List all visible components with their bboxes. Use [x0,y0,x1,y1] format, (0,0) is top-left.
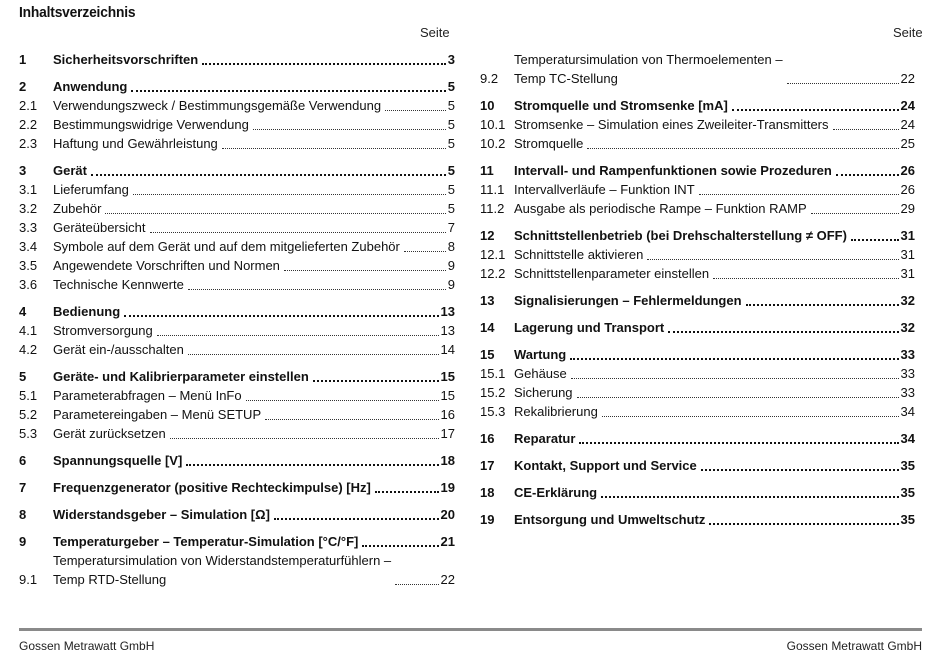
toc-chapter-entry[interactable] [19,302,455,321]
toc-entry-page-number: 7 [447,220,455,235]
toc-entry-number: 12 [480,228,495,243]
toc-entry-title: Temperatursimulation von Thermoelementen – Temp TC-Stellung [514,52,783,86]
toc-entry-page-number: 22 [900,71,915,86]
toc-section-entry[interactable] [19,115,455,134]
dot-leader [699,194,899,195]
toc-entry-page-number: 35 [900,485,915,500]
toc-chapter-entry[interactable] [19,161,455,180]
toc-entry-page-number: 24 [900,98,915,113]
toc-entry-title: Stromsenke – Simulation eines Zweileiter-Transmitters [514,117,829,132]
toc-entry-number: 4.2 [19,342,38,357]
toc-entry-title: Gerät ein-/ausschalten [53,342,184,357]
dot-leader [91,174,446,176]
toc-entry-number: 2.3 [19,136,38,151]
dot-leader [577,397,899,398]
toc-entry-page-number: 32 [900,293,915,308]
toc-entry-title: Technische Kennwerte [53,277,184,292]
toc-entry-page-number: 5 [447,182,455,197]
toc-entry-page-number: 16 [440,407,455,422]
toc-entry-page-number: 15 [440,388,455,403]
dot-leader [265,419,438,420]
dot-leader [362,545,438,547]
toc-section-entry[interactable] [19,256,455,275]
toc-entry-title: Sicherheitsvorschriften [53,52,199,67]
toc-entry-title: Stromversorgung [53,323,153,338]
toc-section-entry[interactable] [19,134,455,153]
toc-entry-number: 5.2 [19,407,38,422]
toc-entry-page-number: 5 [447,163,455,178]
toc-entry-title: Bestimmungswidrige Verwendung [53,117,249,132]
toc-entry-page-number: 32 [900,320,915,335]
toc-entry-title: Angewendete Vorschriften und Normen [53,258,280,273]
toc-section-entry[interactable] [480,364,915,383]
toc-entry-page-number: 5 [447,98,455,113]
toc-entry-number: 2.1 [19,98,38,113]
toc-entry-title: Gerät zurücksetzen [53,426,166,441]
toc-entry-page-number: 5 [447,79,455,94]
toc-entry-page-number: 35 [900,458,915,473]
dot-leader [131,90,445,92]
toc-entry-title: Schnittstelle aktivieren [514,247,644,262]
toc-entry-number: 11.2 [480,201,505,216]
toc-entry-number: 1 [19,52,27,67]
toc-entry-number: 9.2 [480,71,499,86]
toc-entry-title: Anwendung [53,79,128,94]
toc-entry-number: 3.5 [19,258,38,273]
toc-entry-title: Reparatur [514,431,576,446]
dot-leader [602,416,899,417]
toc-entry-title: Signalisierungen – Fehlermeldungen [514,293,742,308]
dot-leader [157,335,439,336]
toc-entry-number: 5.3 [19,426,38,441]
toc-entry-title: Ausgabe als periodische Rampe – Funktion RAMP [514,201,807,216]
toc-entry-page-number: 18 [440,453,455,468]
toc-entry-title: Rekalibrierung [514,404,598,419]
footer-publisher-right: Gossen Metrawatt GmbH [786,639,922,653]
toc-chapter-entry[interactable] [19,478,455,497]
toc-entry-number: 10.1 [480,117,506,132]
toc-entry-page-number: 31 [900,247,915,262]
toc-entry-number: 3 [19,163,27,178]
toc-entry-number: 10 [480,98,495,113]
dot-leader [375,491,439,493]
toc-entry-page-number: 5 [447,201,455,216]
dot-leader [246,400,439,401]
toc-entry-title: Temperatursimulation von Widerstandstemperaturfühlern – Temp RTD-Stellung [53,553,392,587]
dot-leader [836,174,899,176]
toc-entry-number: 13 [480,293,495,308]
dot-leader [186,464,438,466]
toc-chapter-entry[interactable] [19,367,455,386]
toc-entry-page-number: 34 [900,431,915,446]
toc-entry-number: 16 [480,431,495,446]
toc-section-entry[interactable] [19,218,455,237]
page-title: Inhaltsverzeichnis [19,4,136,21]
dot-leader [274,518,439,520]
dot-leader [385,110,446,111]
dot-leader [787,83,899,84]
dot-leader [570,358,898,360]
toc-entry-page-number: 24 [900,117,915,132]
toc-chapter-entry[interactable] [480,510,915,529]
toc-chapter-entry[interactable] [480,161,915,180]
toc-entry-page-number: 5 [447,117,455,132]
toc-section-entry[interactable] [480,199,915,218]
toc-entry-number: 3.6 [19,277,38,292]
toc-entry-page-number: 5 [447,136,455,151]
toc-entry-page-number: 13 [440,323,455,338]
toc-entry-page-number: 15 [440,369,455,384]
toc-right-column [480,50,915,529]
toc-entry-page-number: 26 [900,182,915,197]
toc-section-entry[interactable] [19,96,455,115]
toc-entry-title: Zubehör [53,201,102,216]
toc-chapter-entry[interactable] [480,96,915,115]
toc-entry-page-number: 13 [440,304,455,319]
toc-entry-number: 4 [19,304,27,319]
dot-leader [253,129,446,130]
dot-leader [105,213,445,214]
toc-entry-title: Kontakt, Support und Service [514,458,697,473]
toc-section-entry[interactable] [480,115,915,134]
dot-leader [284,270,446,271]
toc-entry-page-number: 19 [440,480,455,495]
toc-entry-page-number: 33 [900,385,915,400]
toc-entry-page-number: 20 [440,507,455,522]
toc-chapter-entry[interactable] [480,483,915,502]
dot-leader [579,442,898,444]
toc-entry-number: 3.1 [19,182,38,197]
toc-chapter-entry[interactable] [480,429,915,448]
toc-section-entry[interactable] [19,551,455,589]
toc-entry-number: 3.2 [19,201,38,216]
toc-section-entry[interactable] [480,50,915,88]
toc-entry-page-number: 8 [447,239,455,254]
toc-entry-title: Sicherung [514,385,573,400]
toc-entry-title: Lagerung und Transport [514,320,665,335]
toc-entry-title: Lieferumfang [53,182,129,197]
toc-entry-title: Stromquelle [514,136,584,151]
toc-section-entry[interactable] [480,134,915,153]
toc-entry-title: Entsorgung und Umweltschutz [514,512,706,527]
toc-entry-number: 10.2 [480,136,506,151]
toc-entry-title: Frequenzgenerator (positive Rechteckimpulse) [Hz] [53,480,371,495]
dot-leader [601,496,898,498]
toc-section-entry[interactable] [19,424,455,443]
dot-leader [202,63,446,65]
toc-section-entry[interactable] [480,383,915,402]
toc-entry-page-number: 31 [900,228,915,243]
toc-section-entry[interactable] [19,340,455,359]
toc-chapter-entry[interactable] [19,505,455,524]
toc-entry-number: 11.1 [480,182,505,197]
toc-chapter-entry[interactable] [480,226,915,245]
toc-chapter-entry[interactable] [480,456,915,475]
toc-section-entry[interactable] [19,237,455,256]
dot-leader [746,304,899,306]
toc-section-entry[interactable] [19,180,455,199]
toc-entry-page-number: 9 [447,258,455,273]
toc-entry-title: Temperaturgeber – Temperatur-Simulation [°C/°F] [53,534,359,549]
toc-entry-number: 12.1 [480,247,506,262]
toc-entry-number: 17 [480,458,495,473]
toc-entry-page-number: 14 [440,342,455,357]
dot-leader [133,194,446,195]
dot-leader [709,523,898,525]
dot-leader [170,438,439,439]
toc-chapter-entry[interactable] [19,451,455,470]
toc-entry-number: 5 [19,369,27,384]
toc-chapter-entry[interactable] [19,50,455,69]
toc-entry-number: 6 [19,453,27,468]
toc-entry-page-number: 33 [900,366,915,381]
dot-leader [732,109,899,111]
toc-section-entry[interactable] [480,264,915,283]
dot-leader [713,278,898,279]
footer-divider [19,628,922,631]
dot-leader [150,232,446,233]
toc-entry-title: Schnittstellenparameter einstellen [514,266,710,281]
toc-entry-number: 4.1 [19,323,38,338]
footer-publisher-left: Gossen Metrawatt GmbH [19,639,155,653]
toc-entry-title: Bedienung [53,304,121,319]
toc-entry-number: 7 [19,480,27,495]
toc-entry-number: 2 [19,79,27,94]
toc-entry-page-number: 31 [900,266,915,281]
toc-chapter-entry[interactable] [480,318,915,337]
toc-entry-title: Intervall- und Rampenfunktionen sowie Prozeduren [514,163,832,178]
dot-leader [313,380,439,382]
toc-entry-page-number: 26 [900,163,915,178]
toc-section-entry[interactable] [19,199,455,218]
toc-entry-title: Haftung und Gewährleistung [53,136,218,151]
dot-leader [647,259,898,260]
toc-chapter-entry[interactable] [19,532,455,551]
dot-leader [571,378,899,379]
toc-section-entry[interactable] [480,245,915,264]
toc-entry-number: 15.2 [480,385,506,400]
toc-entry-title: Intervallverläufe – Funktion INT [514,182,695,197]
toc-entry-page-number: 34 [900,404,915,419]
toc-chapter-entry[interactable] [480,291,915,310]
toc-entry-title: Widerstandsgeber – Simulation [Ω] [53,507,270,522]
toc-entry-number: 15.1 [480,366,506,381]
toc-chapter-entry[interactable] [19,77,455,96]
toc-entry-page-number: 35 [900,512,915,527]
toc-section-entry[interactable] [480,180,915,199]
toc-entry-number: 9 [19,534,27,549]
toc-chapter-entry[interactable] [480,345,915,364]
toc-entry-number: 9.1 [19,572,38,587]
dot-leader [851,239,899,241]
dot-leader [188,354,439,355]
dot-leader [811,213,899,214]
toc-section-entry[interactable] [19,275,455,294]
dot-leader [833,129,899,130]
toc-entry-title: CE-Erklärung [514,485,598,500]
toc-entry-title: Verwendungszweck / Bestimmungsgemäße Verwendung [53,98,382,113]
dot-leader [404,251,446,252]
toc-entry-page-number: 25 [900,136,915,151]
toc-entry-page-number: 3 [447,52,455,67]
dot-leader [222,148,446,149]
toc-entry-page-number: 21 [440,534,455,549]
toc-entry-title: Wartung [514,347,567,362]
right-column-page-heading: Seite [893,25,923,40]
toc-entry-number: 2.2 [19,117,38,132]
toc-entry-number: 8 [19,507,27,522]
toc-entry-title: Gerät [53,163,87,178]
toc-entry-number: 15 [480,347,495,362]
toc-entry-number: 3.4 [19,239,38,254]
toc-section-entry[interactable] [19,386,455,405]
toc-entry-title: Symbole auf dem Gerät und auf dem mitgelieferten Zubehör [53,239,400,254]
dot-leader [395,584,438,585]
toc-entry-page-number: 33 [900,347,915,362]
toc-entry-number: 15.3 [480,404,506,419]
toc-entry-title: Parameterabfragen – Menü InFo [53,388,242,403]
toc-entry-page-number: 29 [900,201,915,216]
toc-entry-title: Geräte- und Kalibrierparameter einstellen [53,369,309,384]
toc-entry-title: Parametereingaben – Menü SETUP [53,407,262,422]
toc-entry-number: 12.2 [480,266,506,281]
toc-entry-title: Gehäuse [514,366,567,381]
toc-entry-page-number: 17 [440,426,455,441]
toc-entry-title: Geräteübersicht [53,220,146,235]
left-column-page-heading: Seite [420,25,450,40]
dot-leader [587,148,898,149]
toc-entry-number: 5.1 [19,388,38,403]
toc-section-entry[interactable] [19,321,455,340]
toc-entry-title: Schnittstellenbetrieb (bei Drehschalterstellung ≠ OFF) [514,228,847,243]
toc-entry-title: Spannungsquelle [V] [53,453,183,468]
toc-entry-number: 11 [480,163,494,178]
toc-entry-number: 3.3 [19,220,38,235]
toc-entry-page-number: 9 [447,277,455,292]
toc-entry-number: 14 [480,320,495,335]
toc-section-entry[interactable] [480,402,915,421]
toc-entry-number: 19 [480,512,495,527]
dot-leader [701,469,899,471]
dot-leader [188,289,446,290]
dot-leader [668,331,898,333]
toc-entry-number: 18 [480,485,495,500]
toc-entry-title: Stromquelle und Stromsenke [mA] [514,98,728,113]
toc-entry-page-number: 22 [440,572,455,587]
dot-leader [124,315,438,317]
toc-left-column [19,50,455,589]
toc-section-entry[interactable] [19,405,455,424]
